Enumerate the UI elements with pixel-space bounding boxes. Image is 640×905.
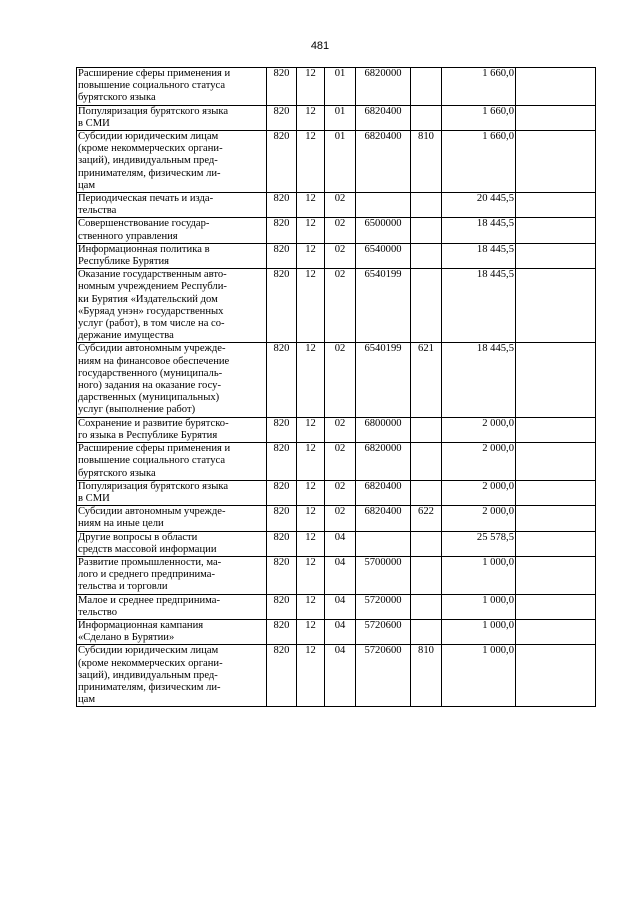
page-number: 481 — [310, 40, 330, 52]
row-name-cell: Субсидии юридическим лицам (кроме некоммерческих органи- заций), индивидуальным пред- принимателям, физическим ли- цам — [77, 131, 267, 193]
table-row — [77, 68, 596, 106]
row-extra-cell — [516, 556, 596, 594]
row-amount-cell: 1 660,0 — [442, 131, 516, 193]
row-target-article-cell: 6800000 — [356, 417, 411, 442]
row-amount-cell: 1 660,0 — [442, 68, 516, 106]
table-row — [77, 269, 596, 343]
row-section-cell: 12 — [297, 105, 325, 130]
row-subsection-cell: 02 — [325, 218, 356, 243]
table-row — [77, 343, 596, 417]
row-expense-type-cell — [411, 556, 442, 594]
row-amount-cell: 1 660,0 — [442, 105, 516, 130]
row-section-cell: 12 — [297, 531, 325, 556]
row-target-article-cell: 5700000 — [356, 556, 411, 594]
row-expense-type-cell — [411, 531, 442, 556]
row-extra-cell — [516, 269, 596, 343]
table-row — [77, 105, 596, 130]
row-expense-type-cell: 622 — [411, 506, 442, 531]
row-section-cell: 12 — [297, 193, 325, 218]
budget-table — [76, 67, 596, 707]
row-section-cell: 12 — [297, 218, 325, 243]
row-gr-code-cell: 820 — [267, 343, 297, 417]
row-expense-type-cell — [411, 417, 442, 442]
table-row — [77, 594, 596, 619]
row-amount-cell: 1 000,0 — [442, 619, 516, 644]
row-extra-cell — [516, 619, 596, 644]
row-expense-type-cell — [411, 269, 442, 343]
row-section-cell: 12 — [297, 269, 325, 343]
row-subsection-cell: 02 — [325, 443, 356, 481]
row-section-cell: 12 — [297, 243, 325, 268]
row-target-article-cell — [356, 531, 411, 556]
row-section-cell: 12 — [297, 506, 325, 531]
table-row — [77, 131, 596, 193]
row-target-article-cell: 6820000 — [356, 68, 411, 106]
row-name-cell: Периодическая печать и изда- тельства — [77, 193, 267, 218]
row-subsection-cell: 04 — [325, 645, 356, 707]
row-subsection-cell: 04 — [325, 594, 356, 619]
row-name-cell: Совершенствование государ- ственного управления — [77, 218, 267, 243]
row-gr-code-cell: 820 — [267, 443, 297, 481]
row-target-article-cell: 5720000 — [356, 594, 411, 619]
table-row — [77, 443, 596, 481]
row-expense-type-cell — [411, 480, 442, 505]
row-section-cell: 12 — [297, 131, 325, 193]
row-gr-code-cell: 820 — [267, 619, 297, 644]
row-subsection-cell: 02 — [325, 417, 356, 442]
row-gr-code-cell: 820 — [267, 131, 297, 193]
row-target-article-cell: 6540000 — [356, 243, 411, 268]
row-target-article-cell: 6820400 — [356, 506, 411, 531]
row-subsection-cell: 04 — [325, 619, 356, 644]
row-expense-type-cell: 810 — [411, 131, 442, 193]
row-amount-cell: 2 000,0 — [442, 417, 516, 442]
row-expense-type-cell — [411, 443, 442, 481]
row-extra-cell — [516, 68, 596, 106]
table-row — [77, 506, 596, 531]
row-extra-cell — [516, 218, 596, 243]
table-row — [77, 556, 596, 594]
row-extra-cell — [516, 645, 596, 707]
row-name-cell: Другие вопросы в области средств массовой информации — [77, 531, 267, 556]
row-subsection-cell: 04 — [325, 531, 356, 556]
row-section-cell: 12 — [297, 619, 325, 644]
row-section-cell: 12 — [297, 68, 325, 106]
row-amount-cell: 1 000,0 — [442, 556, 516, 594]
row-target-article-cell: 6820000 — [356, 443, 411, 481]
table-row — [77, 619, 596, 644]
row-subsection-cell: 01 — [325, 105, 356, 130]
row-gr-code-cell: 820 — [267, 645, 297, 707]
row-expense-type-cell — [411, 193, 442, 218]
row-target-article-cell: 6820400 — [356, 131, 411, 193]
row-name-cell: Сохранение и развитие бурятско- го языка в Республике Бурятия — [77, 417, 267, 442]
row-section-cell: 12 — [297, 556, 325, 594]
row-name-cell: Информационная политика в Республике Бурятия — [77, 243, 267, 268]
row-amount-cell: 18 445,5 — [442, 343, 516, 417]
row-target-article-cell: 6540199 — [356, 343, 411, 417]
row-gr-code-cell: 820 — [267, 218, 297, 243]
budget-table-body — [77, 68, 596, 707]
row-amount-cell: 2 000,0 — [442, 480, 516, 505]
row-extra-cell — [516, 531, 596, 556]
row-extra-cell — [516, 343, 596, 417]
row-subsection-cell: 04 — [325, 556, 356, 594]
table-row — [77, 218, 596, 243]
row-name-cell: Малое и среднее предпринима- тельство — [77, 594, 267, 619]
row-name-cell: Развитие промышленности, ма- лого и среднего предпринима- тельства и торговли — [77, 556, 267, 594]
row-target-article-cell: 5720600 — [356, 619, 411, 644]
row-expense-type-cell: 810 — [411, 645, 442, 707]
row-section-cell: 12 — [297, 443, 325, 481]
table-row — [77, 417, 596, 442]
row-gr-code-cell: 820 — [267, 68, 297, 106]
row-target-article-cell: 6540199 — [356, 269, 411, 343]
row-subsection-cell: 01 — [325, 68, 356, 106]
table-row — [77, 645, 596, 707]
row-subsection-cell: 01 — [325, 131, 356, 193]
row-amount-cell: 18 445,5 — [442, 243, 516, 268]
row-amount-cell: 25 578,5 — [442, 531, 516, 556]
row-name-cell: Субсидии юридическим лицам (кроме некоммерческих органи- заций), индивидуальным пред- принимателям, физическим ли- цам — [77, 645, 267, 707]
row-extra-cell — [516, 443, 596, 481]
row-gr-code-cell: 820 — [267, 193, 297, 218]
row-gr-code-cell: 820 — [267, 506, 297, 531]
row-subsection-cell: 02 — [325, 193, 356, 218]
row-gr-code-cell: 820 — [267, 269, 297, 343]
row-name-cell: Популяризация бурятского языка в СМИ — [77, 105, 267, 130]
table-row — [77, 531, 596, 556]
table-row — [77, 193, 596, 218]
row-expense-type-cell — [411, 218, 442, 243]
row-target-article-cell — [356, 193, 411, 218]
row-extra-cell — [516, 105, 596, 130]
row-name-cell: Популяризация бурятского языка в СМИ — [77, 480, 267, 505]
row-gr-code-cell: 820 — [267, 480, 297, 505]
row-gr-code-cell: 820 — [267, 594, 297, 619]
row-amount-cell: 20 445,5 — [442, 193, 516, 218]
row-amount-cell: 18 445,5 — [442, 218, 516, 243]
row-target-article-cell: 6500000 — [356, 218, 411, 243]
row-gr-code-cell: 820 — [267, 105, 297, 130]
row-expense-type-cell — [411, 243, 442, 268]
row-section-cell: 12 — [297, 594, 325, 619]
row-expense-type-cell — [411, 68, 442, 106]
row-extra-cell — [516, 480, 596, 505]
row-section-cell: 12 — [297, 480, 325, 505]
row-gr-code-cell: 820 — [267, 417, 297, 442]
row-extra-cell — [516, 506, 596, 531]
row-subsection-cell: 02 — [325, 269, 356, 343]
row-section-cell: 12 — [297, 645, 325, 707]
row-name-cell: Оказание государственным авто- номным учреждением Республи- ки Бурятия «Издательский дом «Буряад унэн» государственных услуг (работ), в том числе на со- держание имущества — [77, 269, 267, 343]
row-name-cell: Субсидии автономным учрежде- ниям на финансовое обеспечение государственного (муниципаль- ного) задания на оказание госу- дарственных (муниципальных) услуг (выполнение работ) — [77, 343, 267, 417]
table-row — [77, 480, 596, 505]
row-name-cell: Субсидии автономным учрежде- ниям на иные цели — [77, 506, 267, 531]
row-subsection-cell: 02 — [325, 343, 356, 417]
row-section-cell: 12 — [297, 417, 325, 442]
table-row — [77, 243, 596, 268]
row-extra-cell — [516, 131, 596, 193]
row-extra-cell — [516, 193, 596, 218]
row-section-cell: 12 — [297, 343, 325, 417]
row-gr-code-cell: 820 — [267, 531, 297, 556]
row-target-article-cell: 5720600 — [356, 645, 411, 707]
row-subsection-cell: 02 — [325, 480, 356, 505]
row-target-article-cell: 6820400 — [356, 480, 411, 505]
row-gr-code-cell: 820 — [267, 556, 297, 594]
row-amount-cell: 2 000,0 — [442, 506, 516, 531]
row-name-cell: Расширение сферы применения и повышение социального статуса бурятского языка — [77, 443, 267, 481]
row-name-cell: Информационная кампания «Сделано в Бурятии» — [77, 619, 267, 644]
row-extra-cell — [516, 594, 596, 619]
row-extra-cell — [516, 243, 596, 268]
row-subsection-cell: 02 — [325, 243, 356, 268]
row-amount-cell: 1 000,0 — [442, 594, 516, 619]
row-extra-cell — [516, 417, 596, 442]
row-expense-type-cell — [411, 594, 442, 619]
row-subsection-cell: 02 — [325, 506, 356, 531]
row-expense-type-cell — [411, 105, 442, 130]
row-amount-cell: 1 000,0 — [442, 645, 516, 707]
row-amount-cell: 2 000,0 — [442, 443, 516, 481]
row-gr-code-cell: 820 — [267, 243, 297, 268]
row-amount-cell: 18 445,5 — [442, 269, 516, 343]
row-expense-type-cell — [411, 619, 442, 644]
row-expense-type-cell: 621 — [411, 343, 442, 417]
row-name-cell: Расширение сферы применения и повышение социального статуса бурятского языка — [77, 68, 267, 106]
row-target-article-cell: 6820400 — [356, 105, 411, 130]
